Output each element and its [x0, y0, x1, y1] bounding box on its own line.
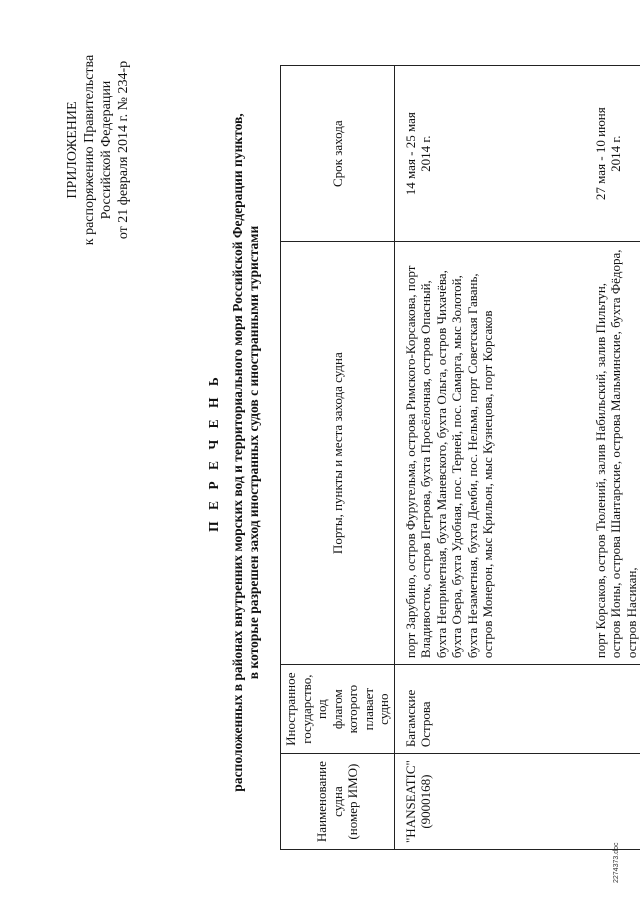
cell-vessel: [585, 754, 640, 850]
appendix-reference-line: к распоряжению Правительства: [82, 54, 97, 246]
cell-flag: Багамские Острова: [394, 665, 585, 754]
appendix-heading: ПРИЛОЖЕНИЕ: [65, 101, 80, 199]
cell-ports: порт Корсаков, остров Тюлений, залив Набильский, залив Пильтун, остров Ионы, острова Шантарские, острова Мальминские, бухта Фёдора, остров Насикан,: [585, 242, 640, 665]
appendix-reference-line: Российской Федерации: [99, 80, 114, 220]
subtitle-line: расположенных в районах внутренних морских вод и территориального моря Российской Федерации пунктов,: [230, 113, 245, 792]
vessel-imo: (9000168): [418, 774, 433, 829]
ports-table: [280, 65, 640, 850]
header-ports: Порты, пункты и места захода судна: [281, 242, 395, 665]
appendix-date-number: от 21 февраля 2014 г. № 234-р: [116, 60, 131, 240]
subtitle-line: в которые разрешен заход иностранных судов с иностранными туристами: [246, 225, 261, 680]
cell-term: 27 мая - 10 июня 2014 г.: [585, 66, 640, 242]
header-term: Срок захода: [281, 66, 395, 242]
cell-flag: [585, 665, 640, 754]
cell-term: 14 мая - 25 мая 2014 г.: [394, 66, 585, 242]
header-flag-state: Иностранное государство, под флагом которого плавает судно: [281, 665, 395, 754]
cell-vessel: [394, 754, 585, 850]
table-row: [585, 66, 640, 850]
document-subtitle: [230, 40, 262, 865]
table-header-row: [281, 66, 395, 850]
header-vessel-name: Наименование судна (номер ИМО): [281, 754, 395, 850]
cell-ports: порт Зарубино, остров Фуругельма, острова Римского-Корсакова, порт Владивосток, остров Петрова, бухта Просёлочная, остров Опасный, бухта Неприметная, бухта Маневского, бухта Ольга, остров Чихачёва, бухта Озера, бухта Удобная, пос. Терней, пос. Самарга, мыс Золотой, бухта Незаметная, бухта Демби, пос. Нельма, порт Советская Гавань, остров Монерон, мыс Крильон, мыс Кузнецова, порт Корсаков: [394, 242, 585, 665]
appendix-block: [64, 25, 132, 275]
document-title: П Е Р Е Ч Е Н Ь: [206, 373, 221, 532]
document-file-stamp: 2274373.doc: [613, 842, 620, 883]
table-row: [394, 66, 585, 850]
vessel-name: "HANSEATIC": [402, 760, 418, 843]
